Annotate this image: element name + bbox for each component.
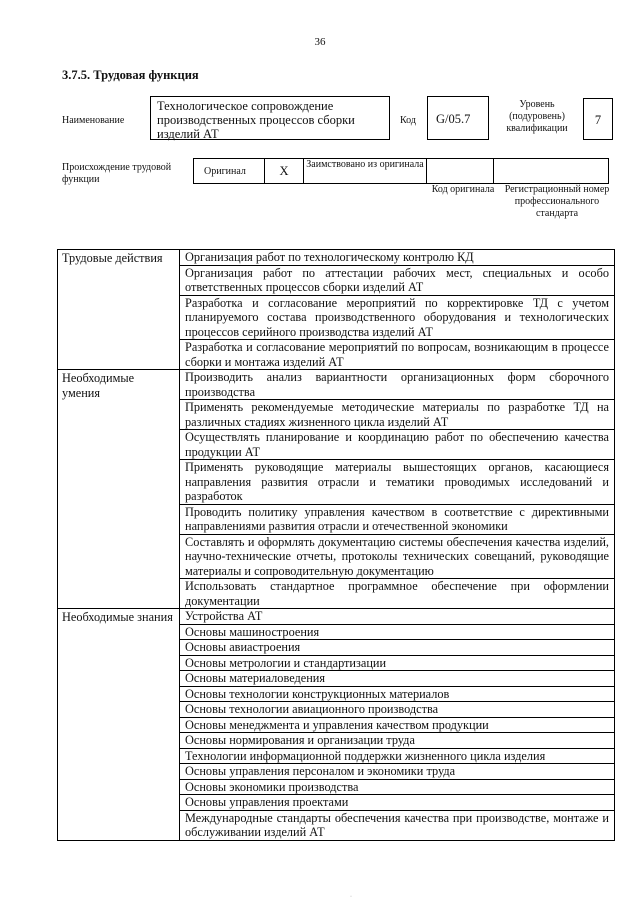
required-knowledge-item: Технологии информационной поддержки жизненного цикла изделия	[180, 748, 615, 764]
labor-actions-item: Разработка и согласование мероприятий по корректировке ТД с учетом планируемого состава производственного оборудования и технологических процессов серийного производства изделий АТ	[180, 295, 615, 340]
original-code-cell	[427, 159, 494, 184]
labor-actions-item: Организация работ по аттестации рабочих мест, специальных и особо ответственных процессов сборки изделий АТ	[180, 265, 615, 295]
required-knowledge-item: Основы нормирования и организации труда	[180, 733, 615, 749]
required-knowledge-item: Основы менеджмента и управления качеством продукции	[180, 717, 615, 733]
required-knowledge-item: Основы технологии конструкционных материалов	[180, 686, 615, 702]
name-label: Наименование	[62, 115, 125, 126]
registration-number-cell	[494, 159, 609, 184]
function-table	[57, 249, 615, 841]
table-row	[58, 370, 615, 400]
required-skills-item: Использовать стандартное программное обеспечение при оформлении документации	[180, 579, 615, 609]
required-skills-item: Составлять и оформлять документацию системы обеспечения качества изделий, научно-технические отчеты, протоколы технических совещаний, руководящие материалы и сопроводительную документацию	[180, 534, 615, 579]
code-label: Код	[400, 115, 416, 126]
original-label: Оригинал	[194, 159, 265, 184]
required-skills-item: Применять рекомендуемые методические материалы по разработке ТД на различных стадиях жизненного цикла изделий АТ	[180, 400, 615, 430]
required-knowledge-item: Основы машиностроения	[180, 624, 615, 640]
original-mark: X	[265, 159, 304, 184]
required-knowledge-item: Устройства АТ	[180, 609, 615, 625]
required-skills-item: Применять руководящие материалы вышестоящих органов, касающиеся направления развития отрасли и тематики проводимых исследований и разработок	[180, 460, 615, 505]
required-knowledge-item: Международные стандарты обеспечения качества при производстве, монтаже и обслуживании изделий АТ	[180, 810, 615, 840]
page-number: 36	[314, 36, 326, 48]
level-value: 7	[583, 98, 613, 140]
required-skills-item: Осуществлять планирование и координацию работ по обеспечению качества продукции АТ	[180, 430, 615, 460]
required-skills-item: Производить анализ вариантности организационных форм сборочного производства	[180, 370, 615, 400]
required-knowledge-label: Необходимые знания	[58, 609, 180, 841]
table-row	[58, 250, 615, 266]
level-label: Уровень (подуровень) квалификации	[506, 99, 568, 134]
section-title: 3.7.5. Трудовая функция	[62, 68, 199, 82]
required-knowledge-item: Основы технологии авиационного производства	[180, 702, 615, 718]
code-value: G/05.7	[427, 96, 489, 140]
code-caption: Код оригинала	[431, 184, 495, 195]
required-skills-label: Необходимые умения	[58, 370, 180, 609]
origin-table	[193, 158, 609, 184]
labor-actions-item: Организация работ по технологическому контролю КД	[180, 250, 615, 266]
scan-mark: ·	[350, 894, 352, 900]
required-knowledge-item: Основы материаловедения	[180, 671, 615, 687]
registration-caption: Регистрационный номер профессионального стандарта	[504, 184, 610, 219]
origin-label: Происхождение трудовой функции	[62, 162, 172, 185]
required-knowledge-item: Основы метрологии и стандартизации	[180, 655, 615, 671]
required-knowledge-item: Основы управления проектами	[180, 795, 615, 811]
labor-actions-label: Трудовые действия	[58, 250, 180, 370]
table-row	[58, 609, 615, 625]
required-skills-item: Проводить политику управления качеством в соответствие с директивными направлениями развития отрасли и отечественной экономики	[180, 504, 615, 534]
borrowed-label: Заимствовано из оригинала	[304, 159, 427, 184]
labor-actions-item: Разработка и согласование мероприятий по вопросам, возникающим в процессе сборки и монтажа изделий АТ	[180, 340, 615, 370]
required-knowledge-item: Основы авиастроения	[180, 640, 615, 656]
required-knowledge-item: Основы экономики производства	[180, 779, 615, 795]
required-knowledge-item: Основы управления персоналом и экономики труда	[180, 764, 615, 780]
name-value: Технологическое сопровождение производственных процессов сборки изделий АТ	[150, 96, 390, 140]
